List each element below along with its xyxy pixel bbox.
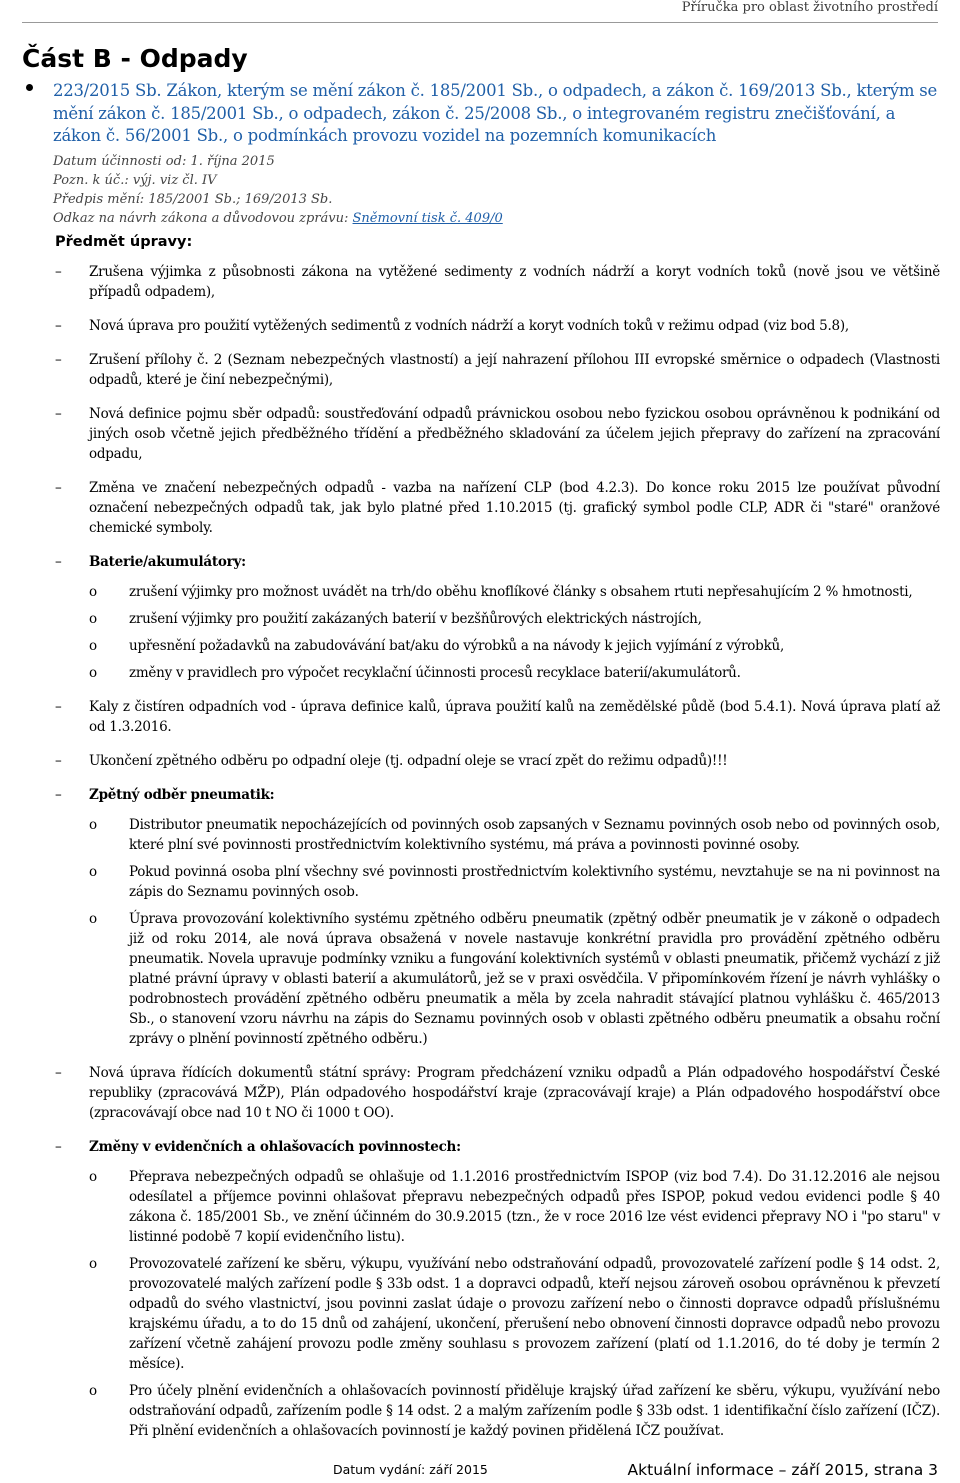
list-item: [55, 751, 940, 771]
sub-item: [89, 609, 940, 629]
page-footer: Aktuální informace – září 2015, strana 3: [627, 1461, 938, 1479]
item-text: Nová definice pojmu sběr odpadů: soustřeďování odpadů právnickou osobou nebo fyzickou osobou oprávněnou k podnikání od jiných osob včetně jejich předběžného třídění a předběžného skladování za účelem jejich přepravy do zařízení na zpracování odpadu,: [89, 406, 940, 462]
dash-icon: –: [55, 554, 62, 570]
sub-list: [89, 582, 940, 683]
dash-icon: –: [55, 318, 62, 334]
sub-item: [89, 1254, 940, 1374]
dash-icon: –: [55, 787, 62, 803]
list-item: [55, 350, 940, 390]
item-heading: Změny v evidenčních a ohlašovacích povinnostech:: [89, 1139, 461, 1155]
circle-bullet-icon: o: [89, 817, 97, 833]
list-item-tyres: [55, 785, 940, 1049]
sub-item-text: Přeprava nebezpečných odpadů se ohlašuje od 1.1.2016 prostřednictvím ISPOP (viz bod 7.4). Do 31.12.2016 ale nejsou odesílatel a příjemce povinni ohlašovat přepravu nebezpečných odpadů přes ISPOP, pokud vedou evidenci podle § 40 zákona č. 185/2001 Sb., ve znění účinném do 30.9.2015 (tzn., že v roce 2016 lze vést evidenci přepravy NO i "po staru" v listinné podobě 7 kopií evidenčního listu).: [129, 1169, 940, 1245]
dash-icon: –: [55, 1139, 62, 1155]
sub-item: [89, 815, 940, 855]
dash-icon: –: [55, 480, 62, 496]
header-title: Příručka pro oblast životního prostředí: [681, 0, 938, 15]
circle-bullet-icon: o: [89, 638, 97, 654]
sub-item: [89, 582, 940, 602]
dash-icon: –: [55, 753, 62, 769]
part-title: Část B - Odpady: [22, 44, 248, 73]
circle-bullet-icon: o: [89, 864, 97, 880]
list-item: [55, 316, 940, 336]
amends: Předpis mění: 185/2001 Sb.; 169/2013 Sb.: [53, 191, 333, 207]
item-text: Nová úprava pro použití vytěžených sedimentů z vodních nádrží a koryt vodních toků v režimu odpad (viz bod 5.8),: [89, 318, 849, 334]
bill-link[interactable]: Sněmovní tisk č. 409/0: [352, 210, 503, 226]
list-item-batteries: [55, 552, 940, 683]
list-item: [55, 404, 940, 464]
sub-item-text: upřesnění požadavků na zabudovávání bat/aku do výrobků a na návody k jejich vyjímání z výrobků,: [129, 638, 784, 654]
list-item: [55, 697, 940, 737]
effective-date: Datum účinnosti od: 1. října 2015: [53, 153, 275, 169]
sub-item-text: Pokud povinná osoba plní všechny své povinnosti prostřednictvím kolektivního systému, nevztahuje se na ni povinnost na zápis do Seznamu povinných osob.: [129, 864, 940, 900]
sub-item-text: Pro účely plnění evidenčních a ohlašovacích povinností přiděluje krajský úřad zařízení ke sběru, výkupu, využívání nebo odstraňování odpadů, zařízením podle § 14 odst. 2 a malým zařízením podle § 33b odst. 1 identifikační číslo zařízení (IČZ). Při plnění evidenčních a ohlašovacích povinností je každý povinen přidělená IČZ používat.: [129, 1383, 940, 1439]
item-text: Kaly z čistíren odpadních vod - úprava definice kalů, úprava použití kalů na zemědělské půdě (bod 5.4.1). Nová úprava platí až od 1.3.2016.: [89, 699, 940, 735]
subject-heading: Předmět úpravy:: [55, 234, 193, 250]
list-item: [55, 1063, 940, 1123]
list-item-reporting: [55, 1137, 940, 1441]
circle-bullet-icon: o: [89, 911, 97, 927]
sub-list: [89, 815, 940, 1049]
sub-item: [89, 909, 940, 1049]
sub-item-text: zrušení výjimky pro použití zakázaných baterií v bezšňůrových elektrických nástrojích,: [129, 611, 702, 627]
dash-icon: –: [55, 406, 62, 422]
sub-item: [89, 663, 940, 683]
circle-bullet-icon: o: [89, 1169, 97, 1185]
item-heading: Zpětný odběr pneumatik:: [89, 787, 275, 803]
dash-icon: –: [55, 264, 62, 280]
item-text: Změna ve značení nebezpečných odpadů - vazba na nařízení CLP (bod 4.2.3). Do konce roku 2015 lze používat původní označení nebezpečných odpadů tak, jak bylo platné před 1.10.2015 (tj. grafický symbol podle CLP, ADR či "staré" oranžové chemické symboly.: [89, 480, 940, 536]
sub-item: [89, 862, 940, 902]
law-block: [22, 80, 942, 228]
bill-reference-prefix: Odkaz na návrh zákona a důvodovou zprávu:: [53, 210, 353, 226]
bullet-icon: [26, 84, 33, 91]
sub-item-text: zrušení výjimky pro možnost uvádět na trh/do oběhu knoflíkové články s obsahem rtuti nepřesahujícím 2 % hmotnosti,: [129, 584, 913, 600]
dash-icon: –: [55, 699, 62, 715]
dash-icon: –: [55, 352, 62, 368]
law-meta: [53, 152, 942, 228]
sub-item: [89, 1167, 940, 1247]
sub-item: [89, 1381, 940, 1441]
circle-bullet-icon: o: [89, 665, 97, 681]
dash-icon: –: [55, 1065, 62, 1081]
item-text: Zrušena výjimka z působnosti zákona na vytěžené sedimenty z vodních nádrží a koryt vodních toků (nově jsou ve většině případů odpadem),: [89, 264, 940, 300]
issue-date: Datum vydání: září 2015: [333, 1462, 488, 1477]
law-title: 223/2015 Sb. Zákon, kterým se mění zákon č. 185/2001 Sb., o odpadech, a zákon č. 169/2013 Sb., kterým se mění zákon č. 185/2001 Sb., o odpadech, zákon č. 25/2008 Sb., o integrovaném registru znečišťování, a zákon č. 56/2001 Sb., o podmínkách provozu vozidel na pozemních komunikacích: [53, 81, 937, 145]
circle-bullet-icon: o: [89, 1256, 97, 1272]
list-item: [55, 478, 940, 538]
circle-bullet-icon: o: [89, 1383, 97, 1399]
sub-item-text: Provozovatelé zařízení ke sběru, výkupu, využívání nebo odstraňování odpadů, provozovatelé zařízení podle § 14 odst. 2, provozovatelé malých zařízení podle § 33b odst. 1 a dopravci odpadů, kteří nejsou zároveň osobou oprávněnou k převzetí odpadů do svého vlastnictví, jsou povinni zaslat údaje o provozu zařízení nebo o činnosti dopravce odpadů příslušnému krajskému úřadu, a to do 15 dnů od zahájení, ukončení, přerušení nebo obnovení činnosti dopravce odpadů nebo provozu zařízení včetně zahájení provozu podle změny souhlasu s provozem zařízení (platí od 1.1.2016, do té doby je termín 2 měsíce).: [129, 1256, 940, 1372]
sub-item-text: Úprava provozování kolektivního systému zpětného odběru pneumatik (zpětný odběr pneumatik je v zákoně o odpadech již od roku 2014, ale nová úprava obsažená v novele nastavuje konkrétní pravidla pro provádění zpětného odběru pneumatik. Novela upravuje podmínky vzniku a fungování kolektivních systémů v oblasti pneumatik, přičemž vychází z již platné právní úpravy v oblasti baterií a akumulátorů, jež se v praxi osvědčila. V připomínkovém řízení je návrh vyhlášky o podrobnostech provádění zpětného odběru pneumatik a měla by zcela nahradit stávající platnou vyhlášku č. 465/2013 Sb., o stanovení vzoru návrhu na zápis do Seznamu povinných osob v oblasti zpětného odběru pneumatik a obsahu roční zprávy o plnění povinností zpětného odběru.): [129, 911, 940, 1047]
sub-item-text: změny v pravidlech pro výpočet recyklační účinnosti procesů recyklace baterií/akumulátorů.: [129, 665, 741, 681]
item-text: Zrušení přílohy č. 2 (Seznam nebezpečných vlastností) a její nahrazení přílohou III evropské směrnice o odpadech (Vlastnosti odpadů, které je činí nebezpečnými),: [89, 352, 940, 388]
effective-note: Pozn. k úč.: výj. viz čl. IV: [53, 172, 217, 188]
sub-item-text: Distributor pneumatik nepocházejících od povinných osob zapsaných v Seznamu povinných osob nebo od povinných osob, které plní své povinnosti prostřednictvím kolektivního systému, má práva a povinnosti povinné osoby.: [129, 817, 940, 853]
item-text: Ukončení zpětného odběru po odpadní oleje (tj. odpadní oleje se vrací zpět do režimu odpadů)!!!: [89, 753, 728, 769]
bill-reference: [53, 209, 942, 228]
sub-item: [89, 636, 940, 656]
changes-list: [55, 262, 940, 1455]
item-heading: Baterie/akumulátory:: [89, 554, 246, 570]
header-divider: [22, 22, 938, 23]
item-text: Nová úprava řídících dokumentů státní správy: Program předcházení vzniku odpadů a Plán odpadového hospodářství České republiky (zpracovává MŽP), Plán odpadového hospodářství kraje (zpracovávají kraje) a Plán odpadového hospodářství obce (zpracovávají obce nad 10 t NO či 1000 t OO).: [89, 1065, 940, 1121]
circle-bullet-icon: o: [89, 584, 97, 600]
list-item: [55, 262, 940, 302]
circle-bullet-icon: o: [89, 611, 97, 627]
sub-list: [89, 1167, 940, 1441]
